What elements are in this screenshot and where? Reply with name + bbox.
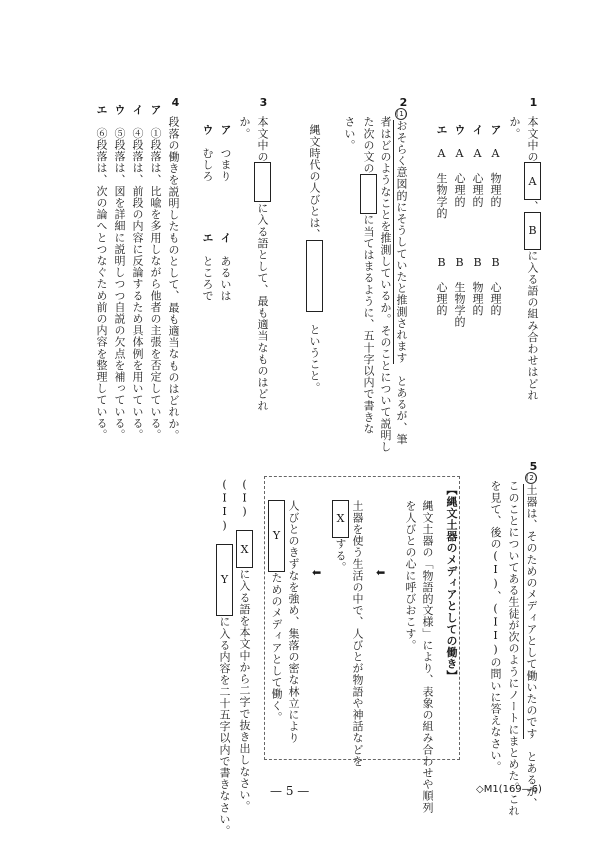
q3-option-i-text: あるいは (219, 255, 232, 302)
q3-stem-b: に入る語として、最も適当なものはどれ (256, 202, 269, 412)
note-title: 【縄文土器のメディアとしての働き】 (445, 484, 458, 682)
q2-line2: 者はどのようなことを推測しているか。そのことについて説明し (379, 116, 392, 453)
q1-option-a-first: A 物理的 (489, 147, 502, 208)
q3-option-u[interactable] (200, 124, 215, 182)
q1-sep: 、 (526, 200, 539, 213)
q5-number: 5 (527, 460, 540, 474)
note-line6 (268, 500, 285, 723)
q1-stem-a: 本文中の (526, 116, 539, 163)
arrow-icon: ⬅ (376, 566, 386, 579)
q1-stem (524, 116, 541, 401)
q3-option-u-text: むしろ (201, 147, 214, 183)
q1-option-a-second: B 心理的 (489, 256, 502, 316)
q5-line1 (524, 472, 539, 809)
q4-option-a-label: ア (149, 104, 162, 116)
q1-option-a[interactable] (488, 124, 503, 207)
q5-sub2 (216, 478, 233, 836)
note-box-y: Y (268, 500, 285, 572)
q1-option-u-first: A 心理的 (453, 147, 466, 208)
q2-line3-a: た次の文の (362, 116, 375, 174)
q4-option-u-text: ⑤段落は、図を詳細に説明しつつ自説の欠点を補っている。 (113, 127, 126, 441)
note-box-x: X (332, 500, 349, 538)
q1-option-a-label: ア (489, 124, 502, 136)
q1-stem-c: か。 (508, 116, 521, 140)
q2-line1 (394, 108, 409, 445)
q4-stem: 段落の働きを説明したものとして、最も適当なものはどれか。 (167, 116, 180, 441)
q2-mark: (1) (396, 110, 408, 118)
q2-sentence-b: ということ。 (308, 323, 321, 394)
note-line1: 縄文土器の「物語的文様」により、表象の組み合わせや順列 (421, 500, 434, 814)
q3-option-i-label: イ (219, 232, 232, 244)
q2-line3 (360, 116, 377, 434)
q1-box-b: B (524, 212, 541, 250)
q3-option-e[interactable] (200, 232, 215, 302)
q4-option-i-label: イ (131, 104, 144, 116)
q5-line3: を見て、後の(I)、(II)の問いに答えなさい。 (489, 480, 502, 773)
q3-stem-a: 本文中の (256, 116, 269, 163)
q5-line1-rest: とあるが、 (525, 750, 538, 809)
q3-stem (254, 116, 271, 411)
q4-option-e-label: エ (95, 104, 108, 116)
exam-code: ◇M1(169—6) (476, 784, 542, 795)
q4-option-e[interactable] (94, 104, 109, 440)
q3-option-i[interactable] (218, 232, 233, 302)
q1-box-a: A (524, 162, 541, 200)
q4-option-a-text: ①段落は、比喩を多用しながら他者の主張を否定している。 (149, 127, 162, 441)
q2-answer-box (306, 240, 323, 312)
q1-number: 1 (527, 96, 540, 110)
q4-option-u-label: ウ (113, 104, 126, 116)
q2-number: 2 (397, 96, 410, 110)
q1-option-i-second: B 物理的 (471, 256, 484, 316)
q1-option-e[interactable] (434, 124, 449, 219)
note-line2: を人びとの心に呼びおこす。 (404, 500, 417, 651)
note-line6-text: ためのメディアとして働く。 (270, 572, 283, 723)
q1-option-i-first: A 心理的 (471, 147, 484, 208)
q3-option-e-text: ところで (201, 255, 214, 302)
q5-sub1-label: (I) (238, 478, 251, 519)
q4-number: 4 (169, 96, 182, 110)
q5-sub2-label: (II) (218, 478, 231, 533)
q1-stem-b: に入る語の組み合わせはどれ (526, 250, 539, 401)
q3-blank-box (254, 162, 271, 202)
q1-option-u-second: B 生物学的 (453, 256, 466, 328)
q3-stem-c: か。 (238, 116, 251, 140)
q3-option-e-label: エ (201, 232, 214, 244)
q5-mark: (2) (526, 474, 538, 482)
q5-line2: このことについてある生徒が次のようにノートにまとめた。これ (507, 480, 520, 817)
q5-underlined: 土器は、そのためのメディアとして働いたのです (525, 484, 538, 740)
q4-option-u[interactable] (112, 104, 127, 440)
q3-number: 3 (257, 96, 270, 110)
note-line4-text: する。 (334, 538, 347, 573)
q1-option-e-label: エ (435, 124, 448, 136)
q2-blank-box (360, 174, 377, 214)
q5-sub2-text: に入る内容を二十五字以内で書きなさい。 (218, 616, 231, 837)
q4-option-a[interactable] (148, 104, 163, 440)
q1-option-e-second: B 心理的 (435, 256, 448, 316)
q1-option-i-label: イ (471, 124, 484, 136)
q4-option-i[interactable] (130, 104, 145, 440)
arrow-icon-2: ⬅ (312, 566, 322, 579)
q5-sub1 (236, 478, 253, 812)
q4-option-i-text: ④段落は、前段の内容に反論するため具体例を用いている。 (131, 127, 144, 441)
q2-line4: さい。 (343, 116, 356, 151)
q2-line1-rest: とあるが、筆 (395, 375, 408, 445)
q3-option-u-label: ウ (201, 124, 214, 136)
q5-sub1-text: に入る語を本文中から二字で抜き出しなさい。 (238, 568, 251, 813)
q5-sub2-box: Y (216, 544, 233, 616)
q2-underlined: おそらく意図的にそうしていたと推測されます (395, 120, 408, 364)
q3-option-a-label: ア (219, 124, 232, 136)
q1-option-u-label: ウ (453, 124, 466, 136)
note-line5: 人びとのきずなを強め、集落の密な林立により (287, 500, 300, 744)
q1-option-i[interactable] (470, 124, 485, 207)
page-number: — 5 — (270, 784, 310, 798)
q3-option-a-text: つまり (219, 147, 232, 183)
note-line3: 土器を使う生活の中で、人びとが物語や神話などを (351, 500, 364, 767)
q1-option-e-first: A 生物学的 (435, 147, 448, 219)
q2-line3-b: に当てはまるように、五十字以内で書きな (362, 214, 375, 435)
note-line4 (332, 500, 349, 573)
q2-sentence-a: 縄文時代の人びとは、 (308, 124, 321, 240)
q4-option-e-text: ⑥段落は、次の論へとつなぐため前の内容を整理している。 (95, 127, 108, 441)
q5-sub1-box: X (236, 530, 253, 568)
q1-option-u[interactable] (452, 124, 467, 207)
q2-sentence (306, 124, 323, 393)
q3-option-a[interactable] (218, 124, 233, 182)
